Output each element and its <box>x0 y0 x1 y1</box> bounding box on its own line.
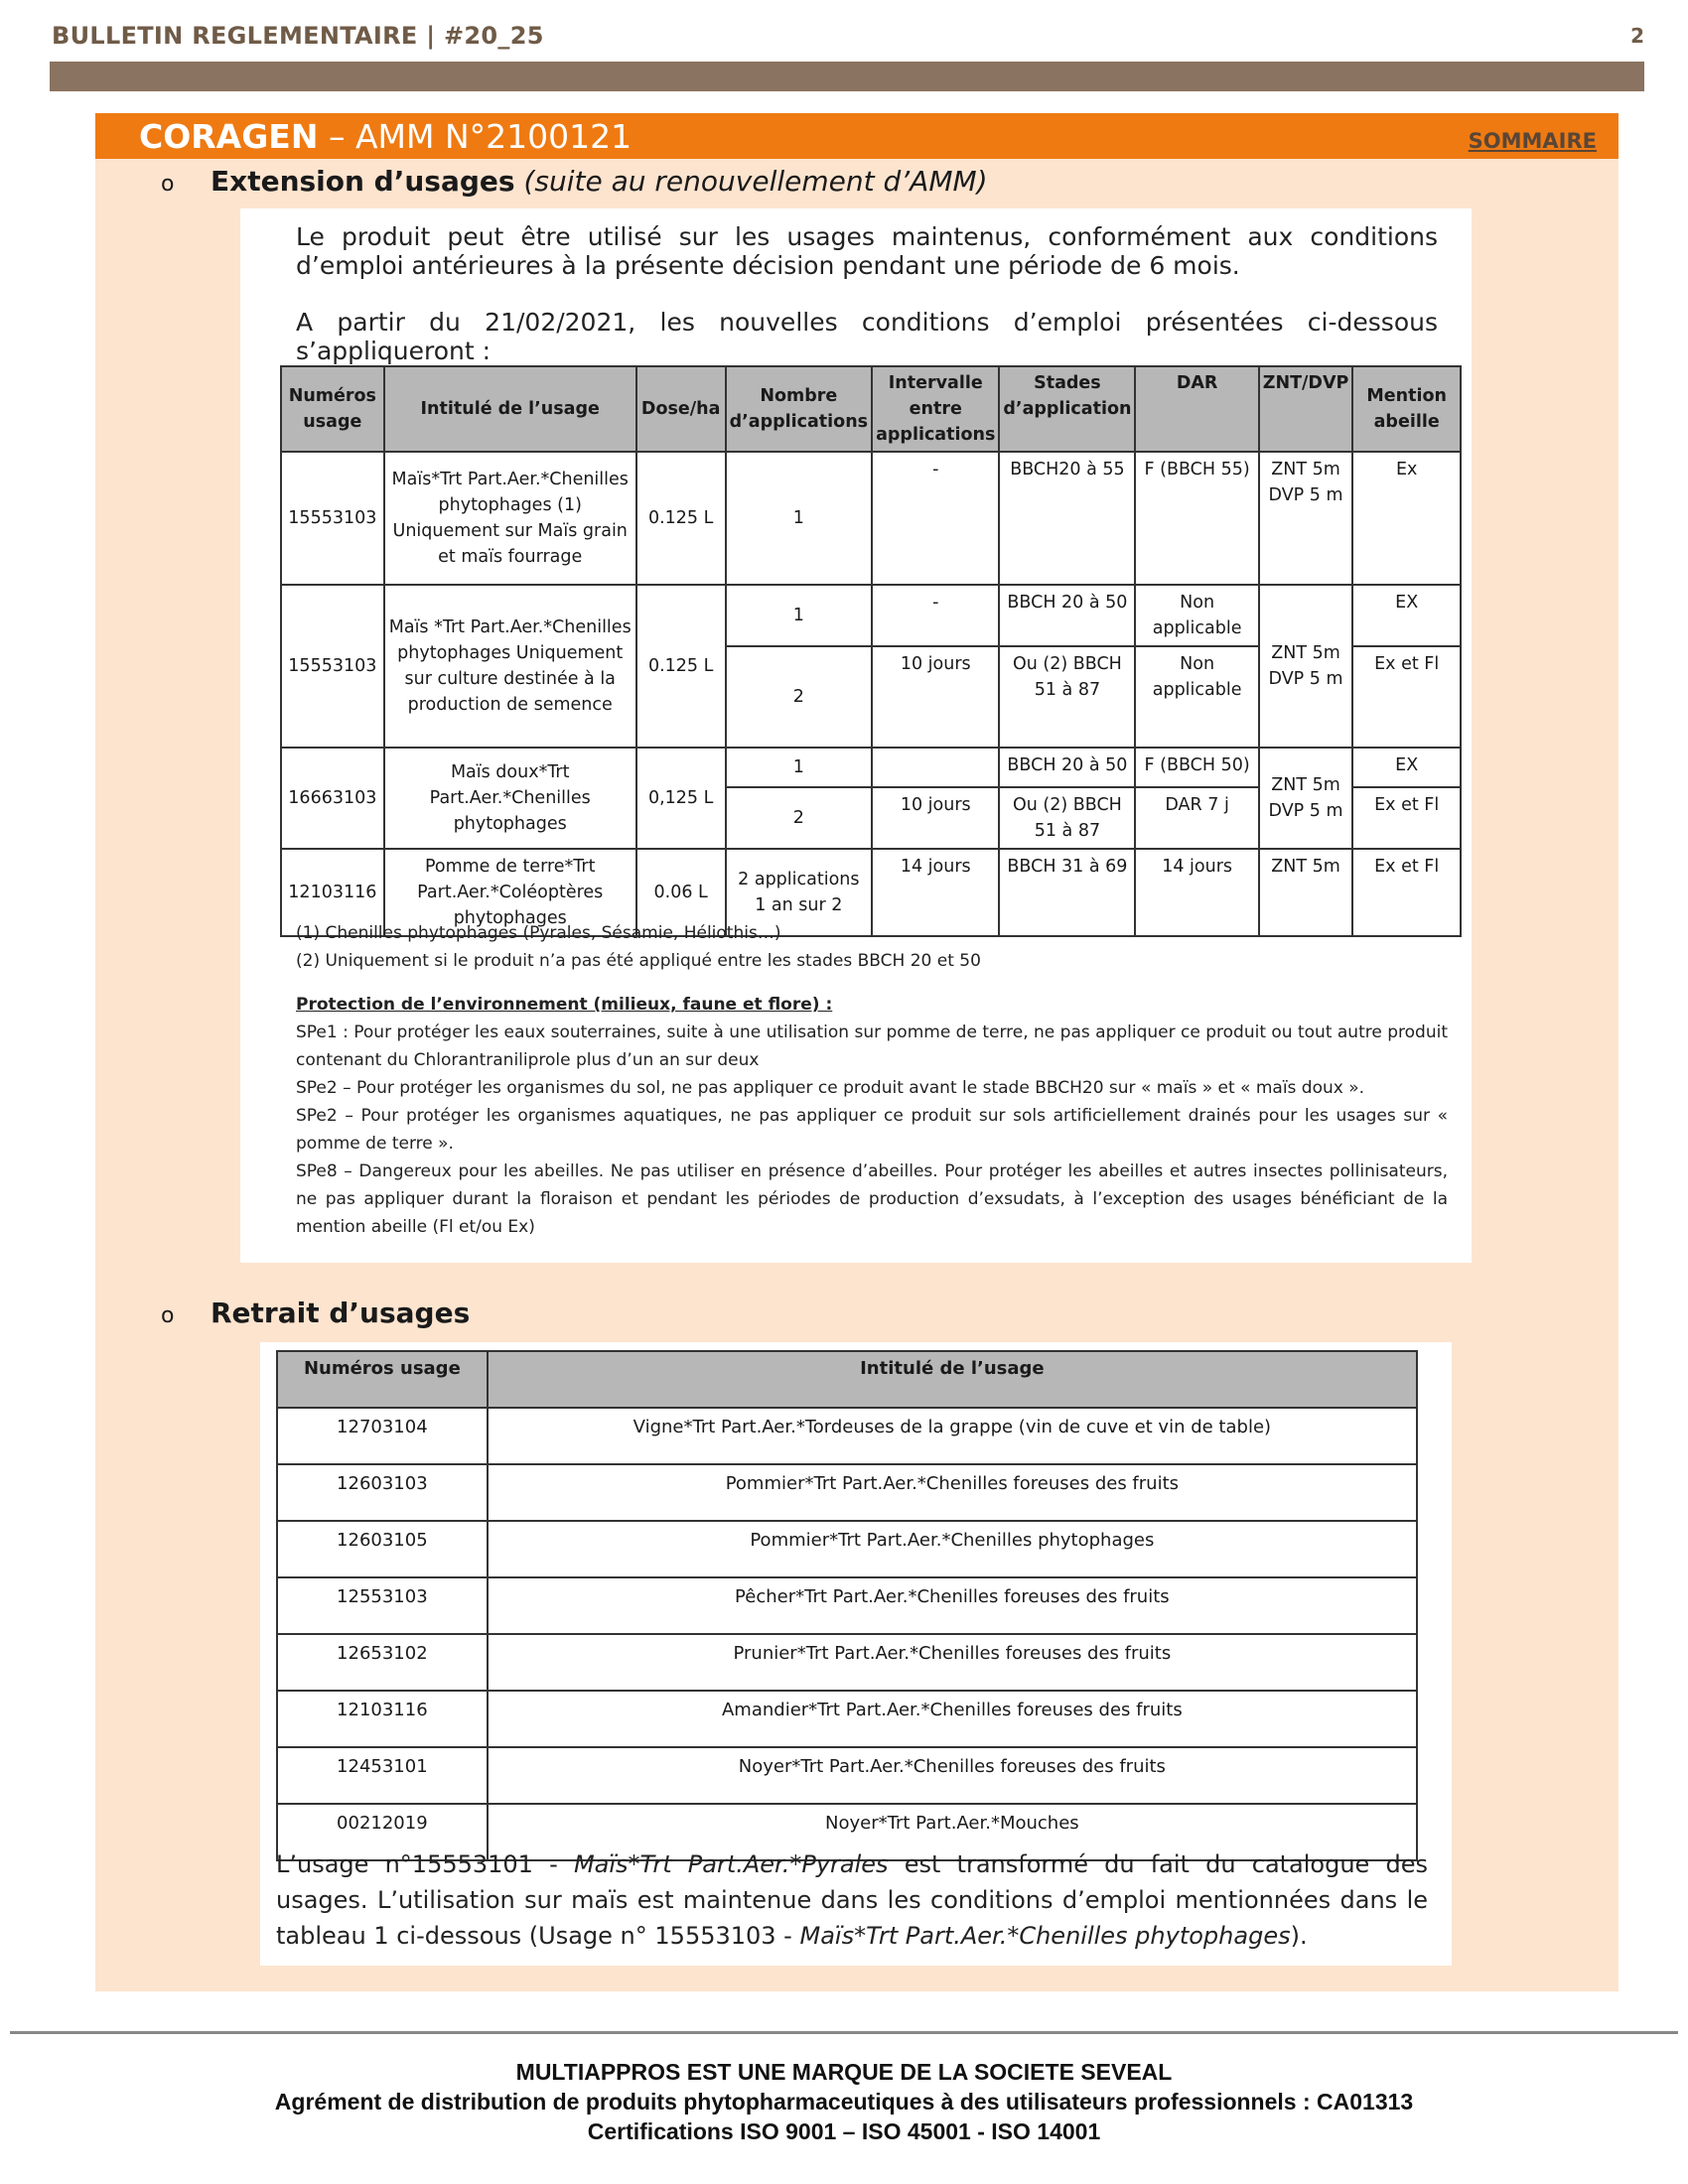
usage-number: 00212019 <box>277 1804 488 1860</box>
intro-paragraph-2: A partir du 21/02/2021, les nouvelles conditions d’emploi présentées ci-dessous s’appliqueront : <box>296 308 1438 365</box>
usage-label: Vigne*Trt Part.Aer.*Tordeuses de la grappe (vin de cuve et vin de table) <box>488 1408 1417 1464</box>
interval: 14 jours <box>872 849 999 936</box>
table-header-row <box>281 366 1461 452</box>
interval: - <box>872 585 999 646</box>
intro-paragraph-1: Le produit peut être utilisé sur les usages maintenus, conformément aux conditions d’emploi antérieures à la présente décision pendant une période de 6 mois. <box>296 222 1438 280</box>
col-header: Dose/ha <box>636 366 726 452</box>
usage-number: 12603105 <box>277 1521 488 1577</box>
usage-number: 16663103 <box>281 748 384 849</box>
col-header: Intitulé de l’usage <box>488 1351 1417 1408</box>
col-header: Nombre d’applications <box>726 366 872 452</box>
table-row <box>277 1408 1417 1464</box>
retrait-box <box>260 1342 1452 1966</box>
stage: BBCH 20 à 50 <box>999 748 1135 787</box>
table-row <box>277 1577 1417 1634</box>
stage: BBCH 20 à 50 <box>999 585 1135 646</box>
znt-dvp: ZNT 5m DVP 5 m <box>1259 748 1353 849</box>
col-header: Numéros usage <box>281 366 384 452</box>
usage-label: Noyer*Trt Part.Aer.*Chenilles foreuses des fruits <box>488 1747 1417 1804</box>
col-header: Intervalle entre applications <box>872 366 999 452</box>
protection-title: Protection de l’environnement (milieux, faune et flore) : <box>296 995 833 1015</box>
footnote: (1) Chenilles phytophages (Pyrales, Sésamie, Héliothis…) <box>296 923 781 943</box>
applications: 1 <box>726 748 872 787</box>
extension-title: Extension d’usages <box>211 165 515 198</box>
footer-line-2: Agrément de distribution de produits phytopharmaceutiques à des utilisateurs professionnels : CA01313 <box>274 2089 1414 2115</box>
table-row <box>281 452 1461 585</box>
col-header: Numéros usage <box>277 1351 488 1408</box>
znt-dvp: ZNT 5m DVP 5 m <box>1259 585 1353 748</box>
usage-number: 12603103 <box>277 1464 488 1521</box>
usage-number: 12103116 <box>281 849 384 936</box>
usage-label: Noyer*Trt Part.Aer.*Mouches <box>488 1804 1417 1860</box>
applications: 1 <box>726 452 872 585</box>
col-header: DAR <box>1135 366 1258 452</box>
usage-number: 12553103 <box>277 1577 488 1634</box>
interval <box>872 748 999 787</box>
footer <box>0 2057 1688 2146</box>
usage-number: 12703104 <box>277 1408 488 1464</box>
bee-mention: EX <box>1352 585 1461 646</box>
notes-block <box>296 919 1448 1241</box>
product-name: CORAGEN <box>139 117 319 156</box>
closing-paragraph <box>276 1846 1428 1954</box>
footer-divider <box>10 2031 1678 2034</box>
applications: 2 applications 1 an sur 2 <box>726 849 872 936</box>
extension-table <box>280 365 1462 937</box>
bullet: o <box>161 1303 175 1328</box>
closing-text: L’usage n°15553101 - <box>276 1850 574 1878</box>
dar: Non applicable <box>1135 646 1258 748</box>
applications: 2 <box>726 646 872 748</box>
interval: 10 jours <box>872 787 999 849</box>
closing-usage-old: Maïs*Trt Part.Aer.*Pyrales <box>573 1850 889 1878</box>
summary-link[interactable]: SOMMAIRE <box>1468 129 1597 153</box>
table-header-row <box>277 1351 1417 1408</box>
znt-dvp: ZNT 5m <box>1259 849 1353 936</box>
dar: 14 jours <box>1135 849 1258 936</box>
bee-mention: Ex et Fl <box>1352 646 1461 748</box>
dose: 0.125 L <box>636 452 726 585</box>
closing-usage-new: Maïs*Trt Part.Aer.*Chenilles phytophages <box>799 1922 1291 1950</box>
table-row <box>281 748 1461 787</box>
usage-number: 12453101 <box>277 1747 488 1804</box>
interval: - <box>872 452 999 585</box>
bulletin-title: BULLETIN REGLEMENTAIRE | #20_25 <box>52 22 544 50</box>
product-title <box>139 117 632 156</box>
applications: 1 <box>726 585 872 646</box>
znt-dvp: ZNT 5m DVP 5 m <box>1259 452 1353 585</box>
stage: Ou (2) BBCH 51 à 87 <box>999 646 1135 748</box>
bullet: o <box>161 172 175 197</box>
table-row <box>281 585 1461 646</box>
dose: 0.06 L <box>636 849 726 936</box>
closing-text: ). <box>1290 1922 1308 1950</box>
bee-mention: Ex et Fl <box>1352 787 1461 849</box>
bee-mention: Ex <box>1352 452 1461 585</box>
footer-line-1: MULTIAPPROS EST UNE MARQUE DE LA SOCIETE SEVEAL <box>515 2059 1173 2085</box>
product-amm: – AMM N°2100121 <box>318 117 633 156</box>
footnote: (2) Uniquement si le produit n’a pas été appliqué entre les stades BBCH 20 et 50 <box>296 951 981 971</box>
usage-number: 12653102 <box>277 1634 488 1691</box>
stage: Ou (2) BBCH 51 à 87 <box>999 787 1135 849</box>
retrait-heading <box>161 1297 470 1329</box>
usage-label: Maïs *Trt Part.Aer.*Chenilles phytophages Uniquement sur culture destinée à la production de semence <box>384 585 636 748</box>
dar: F (BBCH 55) <box>1135 452 1258 585</box>
usage-label: Pomme de terre*Trt Part.Aer.*Coléoptères phytophages <box>384 849 636 936</box>
spe-paragraph: SPe2 – Pour protéger les organismes aquatiques, ne pas appliquer ce produit sur sols artificiellement drainés pour les usages sur « pomme de terre ». <box>296 1106 1448 1154</box>
usage-label: Maïs doux*Trt Part.Aer.*Chenilles phytophages <box>384 748 636 849</box>
bee-mention: Ex et Fl <box>1352 849 1461 936</box>
retrait-title: Retrait d’usages <box>211 1297 471 1329</box>
spe-paragraph: SPe8 – Dangereux pour les abeilles. Ne pas utiliser en présence d’abeilles. Pour protéger les abeilles et autres insectes pollinisateurs, ne pas appliquer durant la floraison et pendant les périodes de production d’exsudats, à l’exception des usages bénéficiant de la mention abeille (Fl et/ou Ex) <box>296 1161 1448 1237</box>
col-header: Intitulé de l’usage <box>384 366 636 452</box>
extension-box <box>240 208 1472 1263</box>
stage: BBCH20 à 55 <box>999 452 1135 585</box>
extension-subtitle: (suite au renouvellement d’AMM) <box>523 165 988 198</box>
spe-paragraph: SPe1 : Pour protéger les eaux souterraines, suite à une utilisation sur pomme de terre, ne pas appliquer ce produit ou tout autre produit contenant du Chlorantraniliprole plus d’un an sur deux <box>296 1023 1448 1070</box>
table-row <box>277 1464 1417 1521</box>
col-header: Mention abeille <box>1352 366 1461 452</box>
header-bar <box>50 62 1644 91</box>
dose: 0.125 L <box>636 585 726 748</box>
usage-number: 15553103 <box>281 585 384 748</box>
col-header: ZNT/DVP <box>1259 366 1353 452</box>
retrait-table <box>276 1350 1418 1861</box>
stage: BBCH 31 à 69 <box>999 849 1135 936</box>
bee-mention: EX <box>1352 748 1461 787</box>
usage-label: Prunier*Trt Part.Aer.*Chenilles foreuses des fruits <box>488 1634 1417 1691</box>
usage-number: 12103116 <box>277 1691 488 1747</box>
usage-label: Amandier*Trt Part.Aer.*Chenilles foreuses des fruits <box>488 1691 1417 1747</box>
closing-text: est transformé du fait du catalogue des usages. L’utilisation sur maïs est maintenue dans les conditions d’emploi mentionnées dans le tableau 1 ci-dessous (Usage n° 15553103 - <box>276 1850 1428 1950</box>
product-bar <box>95 113 1618 159</box>
dar: Non applicable <box>1135 585 1258 646</box>
dar: F (BBCH 50) <box>1135 748 1258 787</box>
usage-label: Pommier*Trt Part.Aer.*Chenilles foreuses des fruits <box>488 1464 1417 1521</box>
interval: 10 jours <box>872 646 999 748</box>
page-number: 2 <box>1630 24 1644 48</box>
spe-paragraph: SPe2 – Pour protéger les organismes du sol, ne pas appliquer ce produit avant le stade BBCH20 sur « maïs » et « maïs doux ». <box>296 1078 1365 1098</box>
applications: 2 <box>726 787 872 849</box>
extension-heading <box>161 165 988 198</box>
dar: DAR 7 j <box>1135 787 1258 849</box>
col-header: Stades d’application <box>999 366 1135 452</box>
usage-label: Maïs*Trt Part.Aer.*Chenilles phytophages (1) Uniquement sur Maïs grain et maïs fourrage <box>384 452 636 585</box>
usage-number: 15553103 <box>281 452 384 585</box>
usage-label: Pêcher*Trt Part.Aer.*Chenilles foreuses des fruits <box>488 1577 1417 1634</box>
table-row <box>277 1691 1417 1747</box>
usage-label: Pommier*Trt Part.Aer.*Chenilles phytophages <box>488 1521 1417 1577</box>
dose: 0,125 L <box>636 748 726 849</box>
table-row <box>277 1634 1417 1691</box>
footer-line-3: Certifications ISO 9001 – ISO 45001 - ISO 14001 <box>587 2118 1101 2144</box>
table-row <box>277 1747 1417 1804</box>
table-row <box>277 1521 1417 1577</box>
